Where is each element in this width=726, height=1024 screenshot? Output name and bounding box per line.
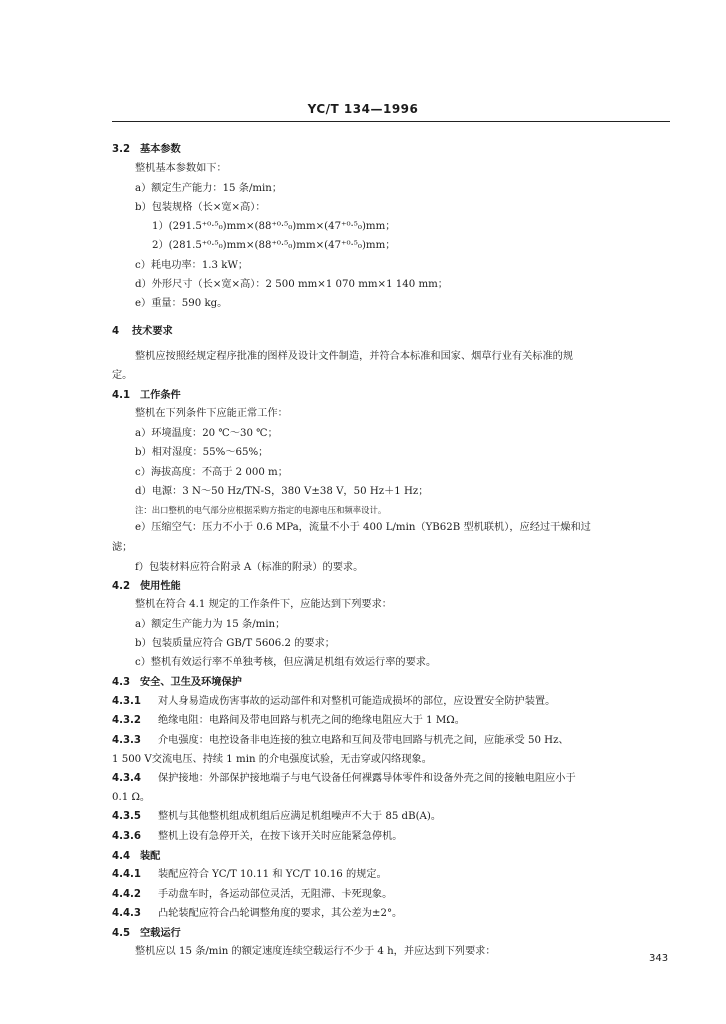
line-text: 整机在符合 4.1 规定的工作条件下，应能达到下列要求： [135, 599, 392, 610]
section-number: 4.3.4 [112, 773, 142, 784]
section-number: 4.3.6 [112, 831, 142, 842]
line-text: d）外形尺寸（长×宽×高）：2 500 mm×1 070 mm×1 140 mm； [135, 279, 448, 290]
text-line-s41e [135, 485, 428, 499]
line-text: 装配 [140, 850, 161, 862]
line-text: 安全、卫生及环境保护 [140, 676, 242, 688]
standard-header: YC/T 134—1996 [307, 102, 419, 116]
line-text: c）整机有效运行率不单独考核，但应满足机组有效运行率的要求。 [135, 657, 437, 668]
text-line-s41c [135, 446, 268, 460]
text-line-s443 [112, 907, 402, 921]
text-line-s432 [112, 714, 465, 728]
section-number: 3.2 [112, 144, 131, 155]
text-line-s442 [112, 888, 392, 902]
text-line-s4a [135, 350, 573, 364]
section-number: 4.1 [112, 390, 131, 401]
text-line-s42c [135, 637, 335, 651]
line-text: 凸轮装配应符合凸轮调整角度的要求，其公差为±2°。 [158, 908, 403, 919]
line-text: c）海拔高度：不高于 2 000 m； [135, 467, 288, 478]
text-line-s45 [112, 926, 181, 941]
section-number: 4.3 [112, 677, 131, 688]
section-number: 4.4.2 [112, 889, 142, 900]
text-line-s41a [135, 407, 288, 421]
text-line-s32c [135, 201, 266, 215]
line-text: 基本参数 [140, 143, 181, 155]
text-line-s441 [112, 868, 387, 882]
line-text: c）耗电功率：1.3 kW； [135, 260, 249, 271]
text-line-s41f [135, 503, 386, 517]
text-line-s41b [135, 427, 278, 441]
line-text: 手动盘车时，各运动部位灵活，无阻滞、卡死现象。 [158, 889, 393, 900]
text-line-s42 [112, 579, 181, 594]
text-line-s32f [135, 259, 248, 273]
line-text: 1 500 V交流电压、持续 1 min 的介电强度试验，无击穿或闪络现象。 [112, 754, 432, 765]
text-line-s434b [112, 791, 150, 805]
line-text: e）重量：590 kg。 [135, 298, 228, 309]
text-line-s32d [152, 220, 395, 234]
line-text: 2）(281.5⁺⁰·⁵₀)mm×(88⁺⁰·⁵₀)mm×(47⁺⁰·⁵₀)mm； [152, 240, 396, 251]
line-text: 整机应以 15 条/min 的额定速度连续空载运行不少于 4 h，并应达到下列要求： [135, 946, 496, 957]
line-text: 使用性能 [140, 580, 181, 592]
line-text: f）包装材料应符合附录 A（标准的附录）的要求。 [135, 562, 364, 573]
text-line-s32e [152, 239, 395, 253]
line-text: 整机基本参数如下： [135, 163, 227, 174]
line-text: 对人身易造成伤害事故的运动部件和对整机可能造成损坏的部位，应设置安全防护装置。 [158, 696, 556, 707]
section-number: 4.4 [112, 851, 131, 862]
section-number: 4.3.5 [112, 811, 142, 822]
text-line-s32 [112, 142, 181, 157]
text-line-s431 [112, 695, 555, 709]
section-number: 4.4.1 [112, 869, 142, 880]
text-line-s32h [135, 297, 227, 311]
line-text: 整机上设有急停开关，在按下该开关时应能紧急停机。 [158, 831, 403, 842]
section-number: 4.4.3 [112, 908, 142, 919]
line-text: 装配应符合 YC/T 10.11 和 YC/T 10.16 的规定。 [158, 869, 387, 880]
text-line-s434 [112, 772, 576, 786]
line-text: 技术要求 [132, 325, 173, 337]
text-line-s41i [135, 561, 363, 575]
line-text: 滤； [112, 542, 133, 553]
section-number: 4.3.3 [112, 735, 142, 746]
text-line-s42a [135, 598, 392, 612]
line-text: b）包装规格（长×宽×高）： [135, 202, 266, 213]
line-text: 整机应按照经规定程序批准的图样及设计文件制造，并符合本标准和国家、烟草行业有关标准的规 [135, 351, 574, 362]
line-text: e）压缩空气：压力不小于 0.6 MPa，流量不小于 400 L/min（YB62B 型机联机），应经过干燥和过 [135, 522, 591, 533]
line-text: d）电源：3 N～50 Hz/TN-S，380 V±38 V，50 Hz＋1 Hz； [135, 486, 429, 497]
section-number: 4.2 [112, 581, 131, 592]
text-line-s41g [135, 521, 591, 535]
text-line-s44 [112, 849, 160, 864]
section-number: 4.3.2 [112, 715, 142, 726]
section-number: 4.5 [112, 928, 131, 939]
text-line-s433 [112, 734, 569, 748]
section-number: 4.3.1 [112, 696, 142, 707]
page-number: 343 [649, 953, 669, 964]
line-text: a）额定生产能力为 15 条/min； [135, 619, 286, 630]
line-text: 空载运行 [140, 927, 181, 939]
line-text: 绝缘电阻：电路间及带电回路与机壳之间的绝缘电阻应大于 1 MΩ。 [158, 715, 465, 726]
line-text: b）相对湿度：55%～65%； [135, 447, 269, 458]
section-number: 4 [112, 326, 120, 337]
header-rule [112, 121, 670, 122]
text-line-s43 [112, 675, 242, 690]
text-line-s435 [112, 810, 441, 824]
text-line-s4b [112, 369, 132, 383]
line-text: 1）(291.5⁺⁰·⁵₀)mm×(88⁺⁰·⁵₀)mm×(47⁺⁰·⁵₀)mm； [152, 221, 396, 232]
line-text: 保护接地：外部保护接地端子与电气设备任何裸露导体零件和设备外壳之间的接触电阻应小于 [158, 773, 576, 784]
line-text: 0.1 Ω。 [112, 792, 151, 803]
line-text: a）环境温度：20 ℃～30 ℃； [135, 428, 278, 439]
text-line-s41h [112, 541, 132, 555]
text-line-s32g [135, 278, 448, 292]
text-line-s41 [112, 388, 181, 403]
line-text: 整机与其他整机组成机组后应满足机组噪声不大于 85 dB(A)。 [158, 811, 442, 822]
text-line-s4 [112, 324, 173, 339]
text-line-s436 [112, 830, 403, 844]
text-line-s42b [135, 618, 285, 632]
line-text: 介电强度：电控设备非电连接的独立电路和互间及带电回路与机壳之间，应能承受 50 Hz、 [158, 735, 569, 746]
line-text: 整机在下列条件下应能正常工作： [135, 408, 288, 419]
text-line-s433b [112, 753, 432, 767]
text-line-s42d [135, 656, 436, 670]
line-text: 工作条件 [140, 389, 181, 401]
line-text: b）包装质量应符合 GB/T 5606.2 的要求； [135, 638, 335, 649]
line-text: a）额定生产能力：15 条/min； [135, 183, 283, 194]
text-line-s45a [135, 945, 496, 959]
text-line-s32b [135, 182, 282, 196]
text-line-s41d [135, 466, 288, 480]
text-line-s32a [135, 162, 227, 176]
line-text: 注：出口整机的电气部分应根据采购方指定的电源电压和频率设计。 [135, 505, 387, 515]
line-text: 定。 [112, 370, 133, 381]
